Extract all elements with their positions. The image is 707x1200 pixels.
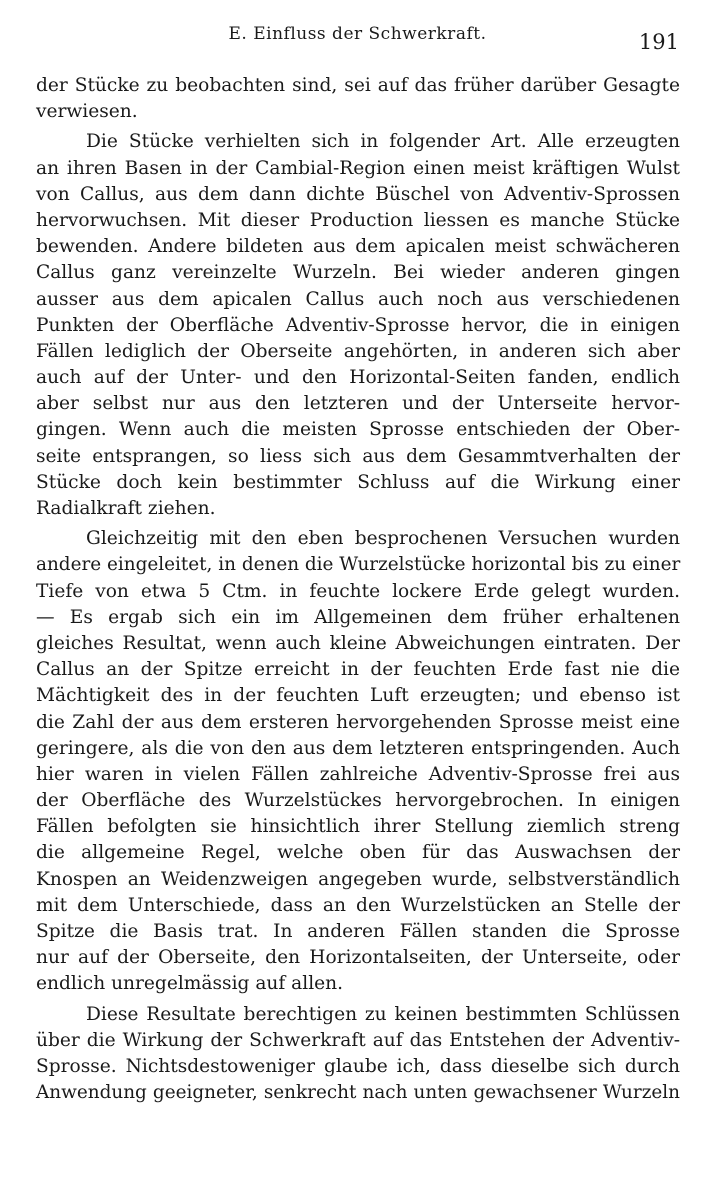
page-number: 191 <box>638 30 679 54</box>
body-text <box>36 73 680 1106</box>
text-line: Punkten der Oberfläche Adventiv-Sprosse hervor, die in einigen <box>36 314 680 336</box>
text-line: Sprosse. Nichtsdestoweniger glaube ich, dass dieselbe sich durch <box>36 1055 680 1077</box>
text-line: mit dem Unterschiede, dass an den Wurzelstücken an Stelle der <box>36 894 680 916</box>
text-line: seite entsprangen, so liess sich aus dem Gesammtverhalten der <box>36 445 680 467</box>
page-header <box>36 20 679 60</box>
text-line: bewenden. Andere bildeten aus dem apicalen meist schwächeren <box>36 236 680 258</box>
text-line: Callus an der Spitze erreicht in der feuchten Erde fast nie die <box>36 659 680 681</box>
text-line: endlich unregelmässig auf allen. <box>36 973 344 995</box>
text-line: ausser aus dem apicalen Callus auch noch aus verschiedenen <box>36 288 680 310</box>
text-line: nur auf der Oberseite, den Horizontalseiten, der Unterseite, oder <box>36 947 680 969</box>
text-line: andere eingeleitet, in denen die Wurzelstücke horizontal bis zu einer <box>36 554 681 576</box>
text-line: die allgemeine Regel, welche oben für das Auswachsen der <box>36 842 680 864</box>
paragraph <box>36 1002 680 1107</box>
text-line: von Callus, aus dem dann dichte Büschel von Adventiv-Sprossen <box>36 183 680 205</box>
text-line: an ihren Basen in der Cambial-Region einen meist kräftigen Wulst <box>36 157 680 179</box>
running-head: E. Einfluss der Schwerkraft. <box>228 24 487 44</box>
text-line: Callus ganz vereinzelte Wurzeln. Bei wieder anderen gingen <box>36 262 680 284</box>
text-line: gingen. Wenn auch die meisten Sprosse entschieden der Ober- <box>36 419 680 441</box>
text-line: verwiesen. <box>36 101 138 123</box>
text-line: Die Stücke verhielten sich in folgender Art. Alle erzeugten <box>86 131 680 153</box>
text-line: der Oberfläche des Wurzelstückes hervorgebrochen. In einigen <box>36 790 680 812</box>
text-line: Stücke doch kein bestimmter Schluss auf die Wirkung einer <box>36 471 680 493</box>
paragraph <box>36 73 680 125</box>
paragraph <box>36 526 680 997</box>
text-line: Gleichzeitig mit den eben besprochenen Versuchen wurden <box>86 528 680 550</box>
text-line: hier waren in vielen Fällen zahlreiche Adventiv-Sprosse frei aus <box>36 763 680 785</box>
text-line: auch auf der Unter- und den Horizontal-Seiten fanden, endlich <box>36 367 680 389</box>
text-line: Spitze die Basis trat. In anderen Fällen standen die Sprosse <box>36 921 680 942</box>
text-line: Radialkraft ziehen. <box>36 498 216 519</box>
text-line: Fällen befolgten sie hinsichtlich ihrer Stellung ziemlich streng <box>36 816 680 838</box>
text-line: über die Wirkung der Schwerkraft auf das Entstehen der Adventiv- <box>36 1029 680 1051</box>
text-line: gleiches Resultat, wenn auch kleine Abweichungen eintraten. Der <box>36 632 680 654</box>
text-line: Mächtigkeit des in der feuchten Luft erzeugten; und ebenso ist <box>36 685 680 707</box>
text-line: Fällen lediglich der Oberseite angehörten, in anderen sich aber <box>36 340 680 362</box>
text-line: — Es ergab sich ein im Allgemeinen dem früher erhaltenen <box>36 606 680 628</box>
text-line: aber selbst nur aus den letzteren und der Unterseite hervor- <box>36 393 680 415</box>
text-line: Diese Resultate berechtigen zu keinen bestimmten Schlüssen <box>86 1003 680 1025</box>
text-line: Tiefe von etwa 5 Ctm. in feuchte lockere Erde gelegt wurden. <box>36 580 680 602</box>
text-line: hervorwuchsen. Mit dieser Production liessen es manche Stücke <box>36 209 680 231</box>
paragraph <box>36 129 680 522</box>
text-line: der Stücke zu beobachten sind, sei auf das früher darüber Gesagte <box>36 75 680 96</box>
text-line: Knospen an Weidenzweigen angegeben wurde, selbstverständlich <box>36 868 680 890</box>
text-line: Anwendung geeigneter, senkrecht nach unten gewachsener Wurzeln <box>36 1082 680 1104</box>
text-line: die Zahl der aus dem ersteren hervorgehenden Sprosse meist eine <box>36 711 680 733</box>
text-line: geringere, als die von den aus dem letzteren entspringenden. Auch <box>36 737 680 759</box>
